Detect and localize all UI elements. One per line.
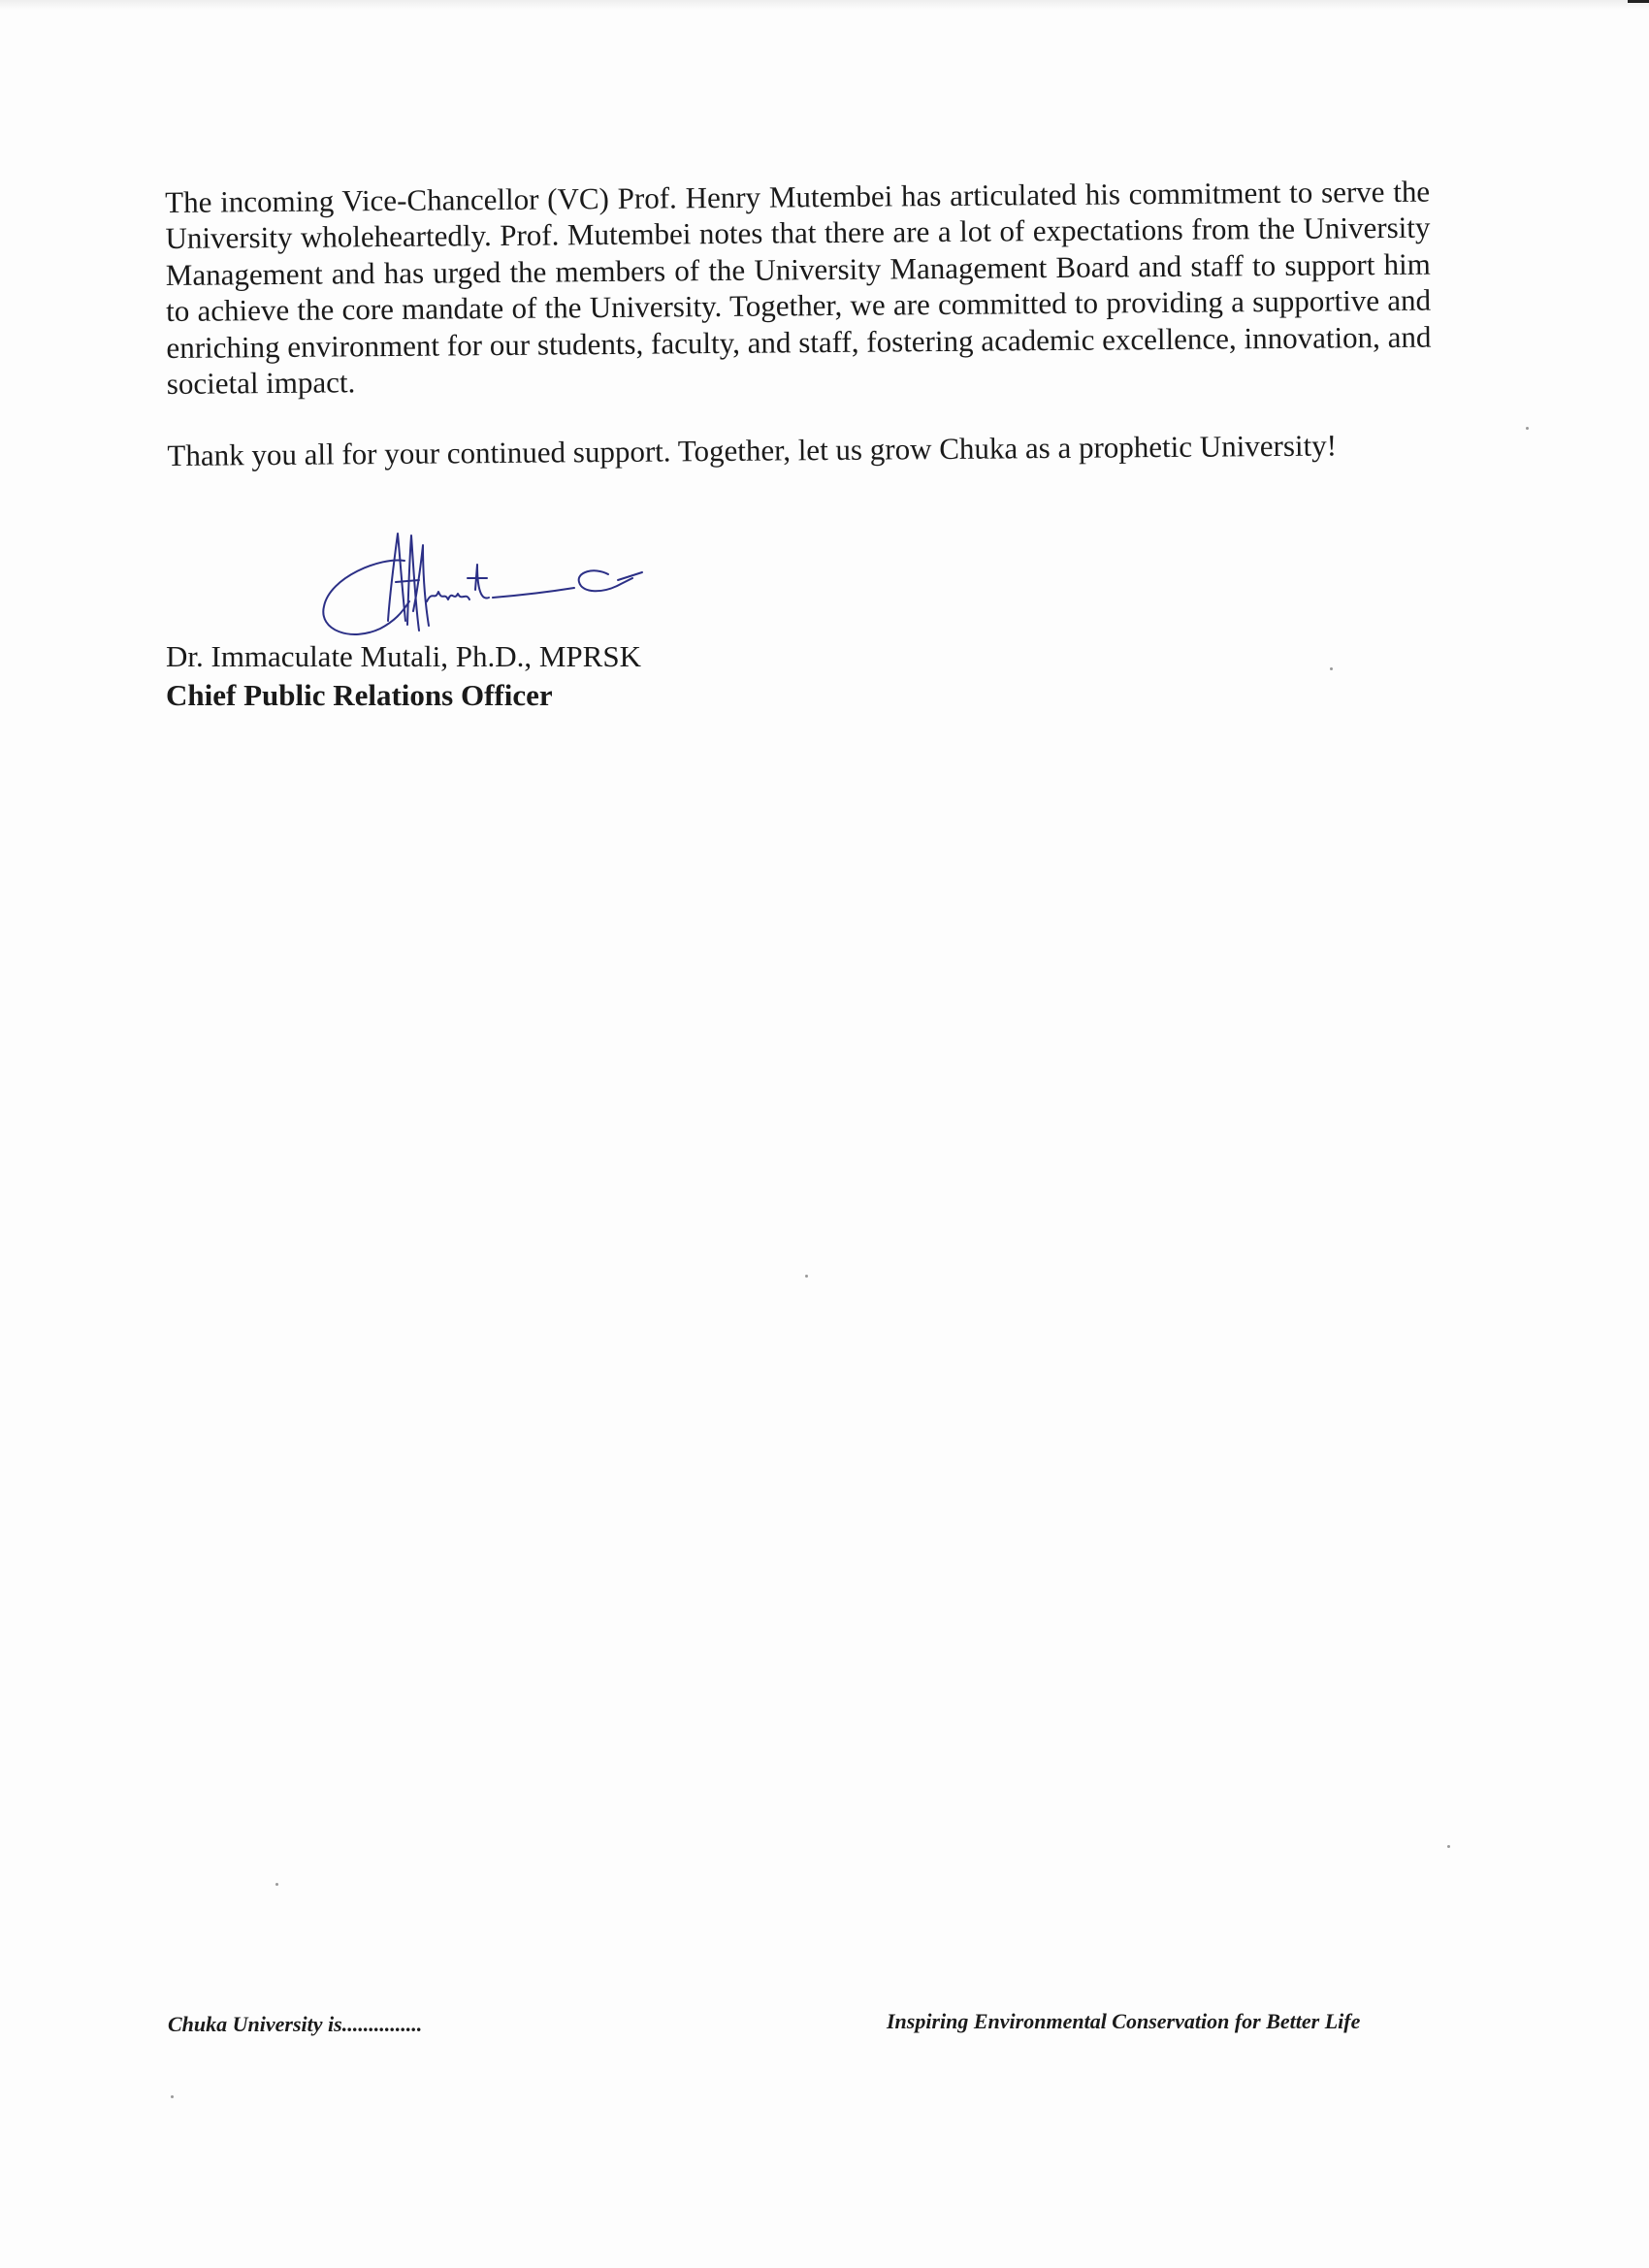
scan-speck bbox=[805, 1275, 808, 1278]
scan-speck bbox=[275, 1883, 278, 1886]
footer-motto: Inspiring Environmental Conservation for Better Life bbox=[887, 2009, 1361, 2033]
signer-name: Dr. Immaculate Mutali, Ph.D., MPRSK bbox=[166, 639, 641, 673]
scan-speck bbox=[171, 2095, 174, 2098]
paragraph-thank-you: Thank you all for your continued support. Together, let us grow Chuka as a prophetic University! bbox=[167, 428, 1338, 473]
footer-left-text: Chuka University is............... bbox=[168, 2012, 423, 2036]
signer-title: Chief Public Relations Officer bbox=[166, 678, 553, 712]
scan-top-edge bbox=[0, 0, 1649, 10]
scan-speck bbox=[1526, 427, 1529, 430]
paragraph-vc-commitment: The incoming Vice-Chancellor (VC) Prof. Henry Mutembei has articulated his commitment to serve the University wholeheartedly. Prof. Mutembei notes that there are a lot of expectations from the University Management and has urged the members of the University Management Board and staff to support him to achieve the core mandate of the University. Together, we are committed to providing a supportive and enriching environment for our students, faculty, and staff, fostering academic excellence, innovation, and societal impact. bbox=[165, 174, 1432, 402]
scan-corner-mark bbox=[1628, 0, 1649, 3]
scan-speck bbox=[1447, 1845, 1450, 1848]
letter-body bbox=[165, 174, 1433, 474]
handwritten-signature bbox=[312, 524, 681, 650]
scan-speck bbox=[1330, 667, 1333, 670]
